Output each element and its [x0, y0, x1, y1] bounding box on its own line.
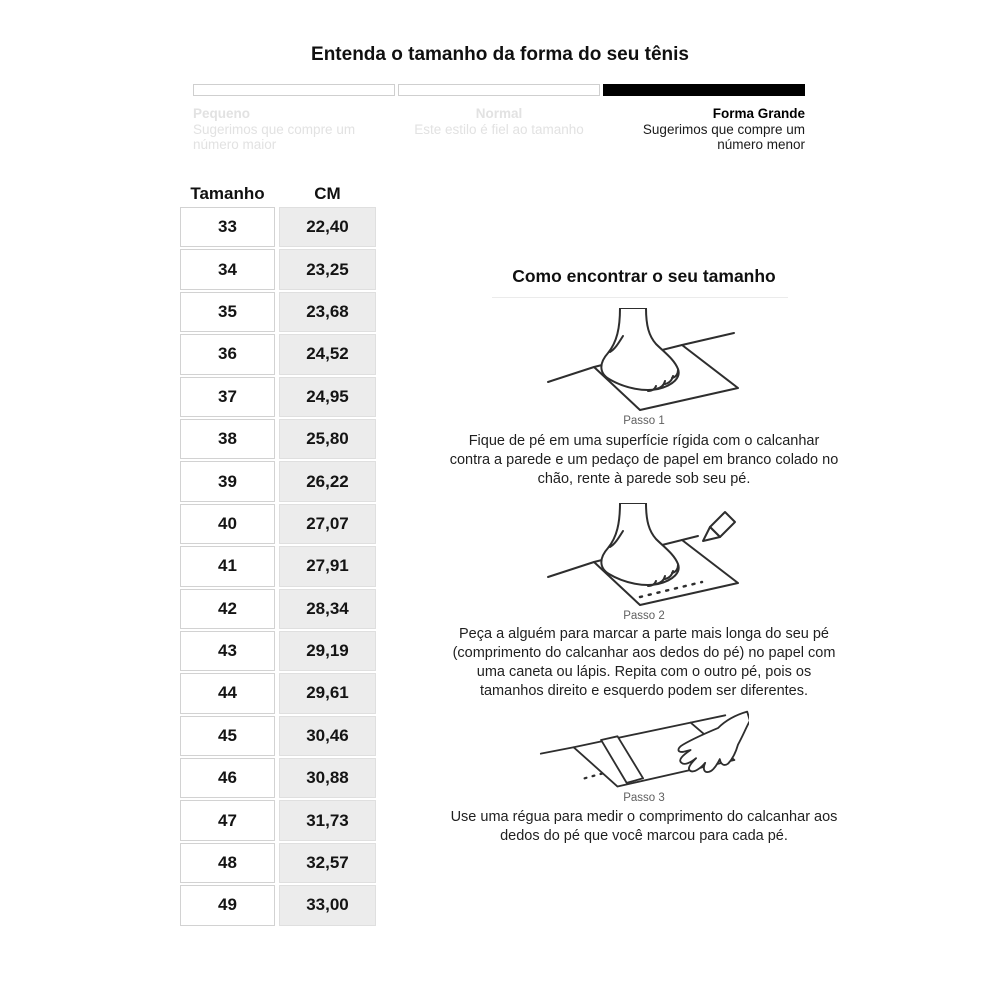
table-row	[180, 800, 376, 840]
size-cell: 43	[180, 631, 275, 671]
fit-label-description: Sugerimos que compre um número menor	[642, 121, 805, 152]
fit-label-pequeno	[193, 106, 397, 153]
howto-section-title: Como encontrar o seu tamanho	[512, 266, 776, 286]
cm-cell: 31,73	[279, 800, 376, 840]
step-text: Peça a alguém para marcar a parte mais longa do seu pé (comprimento do calcanhar aos dedos do pé) no papel com uma caneta ou lápis. Repita com o outro pé, pois os tamanhos direito e esquerdo podem ser diferentes.	[452, 626, 836, 699]
table-row	[180, 843, 376, 883]
size-cell: 46	[180, 758, 275, 798]
cm-cell: 24,52	[279, 334, 376, 374]
size-cell: 38	[180, 419, 275, 459]
size-table-header	[180, 184, 376, 204]
cm-cell: 25,80	[279, 419, 376, 459]
fit-label-title: Normal	[475, 106, 523, 121]
size-cell: 44	[180, 673, 275, 713]
foot-marking-pencil-icon	[448, 503, 840, 612]
size-cell: 45	[180, 716, 275, 756]
fit-label-description: Sugerimos que compre um número maior	[193, 121, 356, 152]
fit-label-forma-grande	[601, 106, 805, 153]
size-cell: 41	[180, 546, 275, 586]
size-cell: 37	[180, 377, 275, 417]
table-row	[180, 885, 376, 925]
foot-on-paper-icon	[448, 308, 840, 417]
fit-label-title: Forma Grande	[712, 106, 805, 121]
table-row	[180, 334, 376, 374]
size-cell: 49	[180, 885, 275, 925]
cm-cell: 27,91	[279, 546, 376, 586]
size-table	[180, 207, 376, 928]
size-cell: 42	[180, 589, 275, 629]
cm-cell: 27,07	[279, 504, 376, 544]
step-label: Passo 3	[623, 792, 665, 804]
table-row	[180, 292, 376, 332]
cm-cell: 29,61	[279, 673, 376, 713]
fit-label-description: Este estilo é fiel ao tamanho	[414, 121, 584, 137]
fit-label-normal	[397, 106, 601, 153]
fit-indicator-bar	[193, 84, 805, 96]
cm-cell: 30,88	[279, 758, 376, 798]
cm-cell: 23,25	[279, 249, 376, 289]
step-label: Passo 1	[623, 415, 665, 427]
hand-ruler-measure-icon	[448, 708, 840, 797]
fit-label-title: Pequeno	[193, 106, 251, 121]
table-row	[180, 758, 376, 798]
size-cell: 36	[180, 334, 275, 374]
cm-cell: 29,19	[279, 631, 376, 671]
step-label: Passo 2	[623, 610, 665, 622]
column-header-tamanho: Tamanho	[190, 184, 265, 203]
cm-cell: 30,46	[279, 716, 376, 756]
size-cell: 33	[180, 207, 275, 247]
cm-cell: 26,22	[279, 461, 376, 501]
table-row	[180, 249, 376, 289]
table-row	[180, 377, 376, 417]
table-row	[180, 673, 376, 713]
size-cell: 40	[180, 504, 275, 544]
table-row	[180, 716, 376, 756]
cm-cell: 28,34	[279, 589, 376, 629]
size-cell: 48	[180, 843, 275, 883]
cm-cell: 24,95	[279, 377, 376, 417]
divider	[492, 297, 788, 298]
fit-labels	[193, 106, 805, 153]
table-row	[180, 461, 376, 501]
size-cell: 35	[180, 292, 275, 332]
column-header-cm: CM	[314, 184, 341, 203]
size-cell: 34	[180, 249, 275, 289]
cm-cell: 33,00	[279, 885, 376, 925]
table-row	[180, 504, 376, 544]
cm-cell: 22,40	[279, 207, 376, 247]
table-row	[180, 546, 376, 586]
cm-cell: 32,57	[279, 843, 376, 883]
size-cell: 47	[180, 800, 275, 840]
table-row	[180, 589, 376, 629]
cm-cell: 23,68	[279, 292, 376, 332]
table-row	[180, 207, 376, 247]
step-text: Use uma régua para medir o comprimento do calcanhar aos dedos do pé que você marcou para cada pé.	[450, 809, 838, 844]
fit-segment-pequeno	[193, 84, 395, 96]
step-text: Fique de pé em uma superfície rígida com o calcanhar contra a parede e um pedaço de papel em branco colado no chão, rente à parede sob seu pé.	[449, 433, 839, 487]
table-row	[180, 419, 376, 459]
fit-segment-normal	[398, 84, 600, 96]
size-cell: 39	[180, 461, 275, 501]
fit-segment-forma-grande	[603, 84, 805, 96]
table-row	[180, 631, 376, 671]
page-title: Entenda o tamanho da forma do seu tênis	[311, 44, 689, 65]
